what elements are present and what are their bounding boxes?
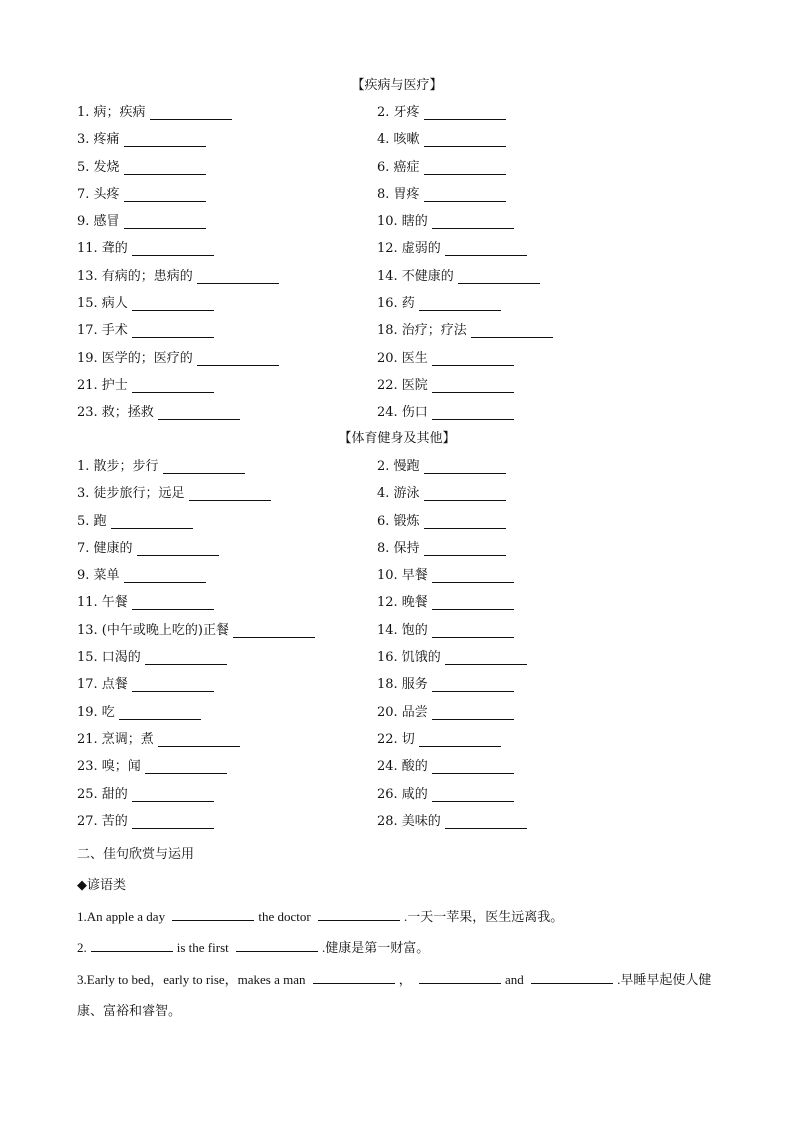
vocab-label: 9. 菜单 <box>77 568 120 584</box>
vocab-label: 14. 不健康的 <box>377 268 454 284</box>
vocab-item <box>77 459 377 486</box>
vocab-item <box>377 787 677 814</box>
answer-blank[interactable] <box>137 541 219 556</box>
vocab-label: 19. 医学的；医疗的 <box>77 350 193 366</box>
vocab-label: 4. 游泳 <box>377 486 420 502</box>
sentence-1-part-c: .一天一苹果，医生远离我。 <box>403 909 564 924</box>
answer-blank[interactable] <box>197 269 279 284</box>
answer-blank[interactable] <box>419 969 501 984</box>
vocab-item <box>377 705 677 732</box>
vocab-item <box>77 541 377 568</box>
answer-blank[interactable] <box>424 514 506 529</box>
sentence-3-part-e: 康、富裕和睿智。 <box>77 1003 182 1018</box>
vocab-label: 8. 胃疼 <box>377 186 420 202</box>
sentence-3 <box>77 964 717 1026</box>
answer-blank[interactable] <box>432 787 514 802</box>
vocab-item <box>377 323 677 350</box>
vocab-item <box>377 160 677 187</box>
vocab-label: 12. 晚餐 <box>377 595 428 611</box>
answer-blank[interactable] <box>124 214 206 229</box>
answer-blank[interactable] <box>445 650 527 665</box>
vocab-item <box>377 132 677 159</box>
answer-blank[interactable] <box>419 296 501 311</box>
answer-blank[interactable] <box>124 568 206 583</box>
vocab-item <box>377 623 677 650</box>
vocab-item <box>77 323 377 350</box>
vocab-item <box>377 214 677 241</box>
vocab-label: 22. 医院 <box>377 377 428 393</box>
answer-blank[interactable] <box>132 814 214 829</box>
vocab-label: 19. 吃 <box>77 704 115 720</box>
vocab-label: 15. 病人 <box>77 296 128 312</box>
answer-blank[interactable] <box>132 787 214 802</box>
answer-blank[interactable] <box>424 132 506 147</box>
answer-blank[interactable] <box>124 132 206 147</box>
vocab-label: 13. (中午或晚上吃的)正餐 <box>77 622 229 638</box>
vocab-item <box>77 623 377 650</box>
answer-blank[interactable] <box>318 906 400 921</box>
vocab-item <box>377 541 677 568</box>
vocab-list-sports <box>77 459 717 841</box>
answer-blank[interactable] <box>189 486 271 501</box>
vocab-item <box>377 351 677 378</box>
vocab-label: 7. 头疼 <box>77 186 120 202</box>
answer-blank[interactable] <box>313 969 395 984</box>
vocab-label: 20. 品尝 <box>377 704 428 720</box>
vocab-item <box>377 296 677 323</box>
answer-blank[interactable] <box>432 623 514 638</box>
sentence-1-part-a: 1.An apple a day <box>77 909 166 924</box>
vocab-item <box>77 269 377 296</box>
answer-blank[interactable] <box>233 623 315 638</box>
vocab-label: 4. 咳嗽 <box>377 132 420 148</box>
vocab-item <box>77 705 377 732</box>
vocab-label: 8. 保持 <box>377 540 420 556</box>
sentence-1 <box>77 901 717 932</box>
answer-blank[interactable] <box>132 595 214 610</box>
vocab-item <box>377 187 677 214</box>
vocab-item <box>377 814 677 841</box>
vocab-label: 11. 午餐 <box>77 595 128 611</box>
proverb-subheading: ◆谚语类 <box>77 878 126 893</box>
section-title-illness: 【疾病与医疗】 <box>351 78 443 93</box>
vocab-item <box>77 677 377 704</box>
vocab-label: 16. 药 <box>377 296 415 312</box>
answer-blank[interactable] <box>531 969 613 984</box>
answer-blank[interactable] <box>158 405 240 420</box>
vocab-item <box>77 514 377 541</box>
answer-blank[interactable] <box>424 459 506 474</box>
vocab-item <box>77 595 377 622</box>
answer-blank[interactable] <box>432 214 514 229</box>
answer-blank[interactable] <box>432 378 514 393</box>
answer-blank[interactable] <box>236 937 318 952</box>
vocab-item <box>77 814 377 841</box>
vocab-item <box>377 568 677 595</box>
vocab-label: 9. 感冒 <box>77 214 120 230</box>
answer-blank[interactable] <box>132 296 214 311</box>
vocab-item <box>377 378 677 405</box>
vocab-item <box>377 759 677 786</box>
answer-blank[interactable] <box>124 160 206 175</box>
vocab-item <box>377 514 677 541</box>
vocab-item <box>77 486 377 513</box>
vocab-label: 20. 医生 <box>377 350 428 366</box>
vocab-label: 16. 饥饿的 <box>377 650 441 666</box>
vocab-item <box>77 351 377 378</box>
answer-blank[interactable] <box>432 677 514 692</box>
sentence-2-part-c: .健康是第一财富。 <box>322 940 430 955</box>
vocab-label: 2. 慢跑 <box>377 459 420 474</box>
answer-blank[interactable] <box>419 732 501 747</box>
vocab-item <box>377 241 677 268</box>
vocab-label: 26. 咸的 <box>377 786 428 802</box>
vocab-item <box>377 486 677 513</box>
vocab-label: 21. 护士 <box>77 377 128 393</box>
answer-blank[interactable] <box>445 814 527 829</box>
vocab-item <box>77 650 377 677</box>
vocab-label: 28. 美味的 <box>377 813 441 829</box>
vocab-label: 24. 伤口 <box>377 405 428 421</box>
vocab-label: 1. 病；疾病 <box>77 105 146 120</box>
answer-blank[interactable] <box>458 269 540 284</box>
vocab-item <box>77 732 377 759</box>
answer-blank[interactable] <box>432 595 514 610</box>
answer-blank[interactable] <box>432 705 514 720</box>
vocab-item <box>77 759 377 786</box>
sentence-2-part-b: is the first <box>176 940 229 955</box>
answer-blank[interactable] <box>432 405 514 420</box>
answer-blank[interactable] <box>132 241 214 256</box>
answer-blank[interactable] <box>124 187 206 202</box>
vocab-label: 21. 烹调；煮 <box>77 731 154 747</box>
answer-blank[interactable] <box>424 187 506 202</box>
sentence-2 <box>77 932 717 963</box>
vocab-item <box>377 405 677 432</box>
vocab-item <box>77 105 377 132</box>
vocab-item <box>377 105 677 132</box>
sentence-3-part-d: .早睡早起使人健 <box>617 972 712 987</box>
answer-blank[interactable] <box>172 906 254 921</box>
vocab-label: 27. 苦的 <box>77 813 128 829</box>
vocab-label: 5. 发烧 <box>77 159 120 175</box>
vocab-item <box>77 378 377 405</box>
vocab-item <box>377 269 677 296</box>
answer-blank[interactable] <box>432 759 514 774</box>
vocab-label: 24. 酸的 <box>377 759 428 775</box>
vocab-label: 12. 虚弱的 <box>377 241 441 257</box>
vocab-label: 25. 甜的 <box>77 786 128 802</box>
vocab-label: 6. 锻炼 <box>377 513 420 529</box>
vocab-item <box>77 132 377 159</box>
answer-blank[interactable] <box>424 486 506 501</box>
answer-blank[interactable] <box>424 105 506 120</box>
answer-blank[interactable] <box>445 241 527 256</box>
sentence-1-part-b: the doctor <box>258 909 311 924</box>
vocab-item <box>377 677 677 704</box>
vocab-label: 22. 切 <box>377 731 415 747</box>
answer-blank[interactable] <box>197 351 279 366</box>
vocab-item <box>77 405 377 432</box>
vocab-item <box>77 568 377 595</box>
vocab-label: 10. 早餐 <box>377 568 428 584</box>
sentence-3-part-b: ， <box>398 972 412 987</box>
vocab-label: 14. 饱的 <box>377 622 428 638</box>
answer-blank[interactable] <box>424 541 506 556</box>
vocab-label: 3. 疼痛 <box>77 132 120 148</box>
answer-blank[interactable] <box>471 323 553 338</box>
vocab-label: 13. 有病的；患病的 <box>77 268 193 284</box>
vocab-item <box>77 241 377 268</box>
answer-blank[interactable] <box>145 759 227 774</box>
vocab-list-illness <box>77 105 717 433</box>
vocab-item <box>77 214 377 241</box>
answer-blank[interactable] <box>119 705 201 720</box>
part-two-heading: 二、佳句欣赏与运用 <box>77 847 195 862</box>
vocab-item <box>77 160 377 187</box>
vocab-item <box>77 787 377 814</box>
answer-blank[interactable] <box>132 378 214 393</box>
answer-blank[interactable] <box>432 568 514 583</box>
answer-blank[interactable] <box>91 937 173 952</box>
answer-blank[interactable] <box>132 677 214 692</box>
vocab-label: 11. 聋的 <box>77 241 128 257</box>
vocab-item <box>377 595 677 622</box>
vocab-label: 2. 牙疼 <box>377 105 420 120</box>
vocab-item <box>77 187 377 214</box>
vocab-label: 5. 跑 <box>77 513 107 529</box>
answer-blank[interactable] <box>111 514 193 529</box>
vocab-label: 17. 点餐 <box>77 677 128 693</box>
answer-blank[interactable] <box>424 160 506 175</box>
vocab-label: 17. 手术 <box>77 323 128 339</box>
sentence-3-part-a: 3.Early to bed，early to rise，makes a man <box>77 972 306 987</box>
vocab-label: 15. 口渴的 <box>77 650 141 666</box>
sentence-2-part-a: 2. <box>77 940 87 955</box>
vocab-label: 23. 嗅；闻 <box>77 759 141 775</box>
sentence-3-part-c: and <box>505 972 524 987</box>
vocab-label: 7. 健康的 <box>77 540 133 556</box>
answer-blank[interactable] <box>132 323 214 338</box>
answer-blank[interactable] <box>432 351 514 366</box>
vocab-label: 18. 治疗；疗法 <box>377 323 467 339</box>
vocab-label: 18. 服务 <box>377 677 428 693</box>
answer-blank[interactable] <box>158 732 240 747</box>
vocab-label: 3. 徒步旅行；远足 <box>77 486 185 502</box>
vocab-label: 6. 癌症 <box>377 159 420 175</box>
vocab-label: 10. 瞎的 <box>377 214 428 230</box>
answer-blank[interactable] <box>163 459 245 474</box>
vocab-item <box>377 650 677 677</box>
vocab-label: 1. 散步；步行 <box>77 459 159 474</box>
section-title-sports: 【体育健身及其他】 <box>338 431 456 446</box>
answer-blank[interactable] <box>145 650 227 665</box>
vocab-label: 23. 救；拯救 <box>77 405 154 421</box>
answer-blank[interactable] <box>150 105 232 120</box>
vocab-item <box>377 459 677 486</box>
vocab-item <box>77 296 377 323</box>
vocab-item <box>377 732 677 759</box>
